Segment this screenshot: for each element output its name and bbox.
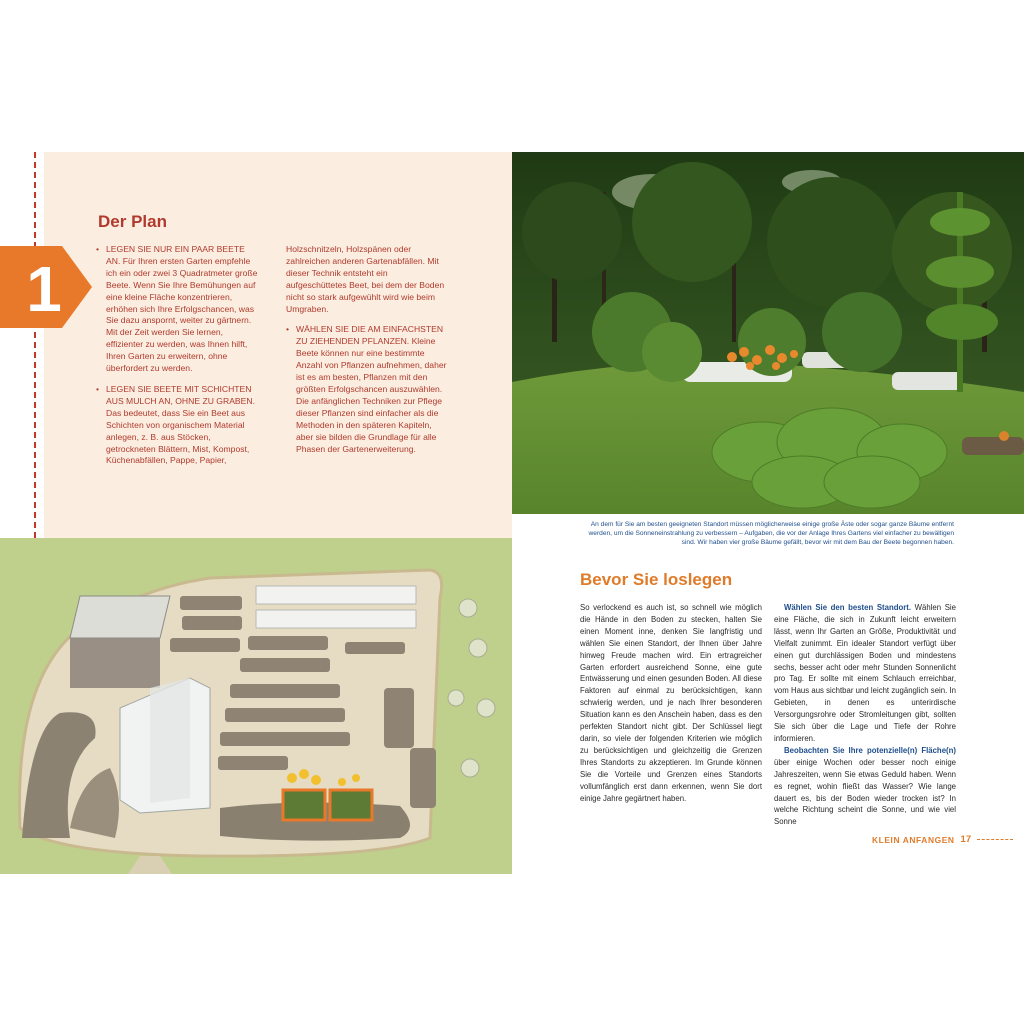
body-paragraph-2 [774,602,956,745]
plan-item-2 [96,384,258,467]
running-footer-label: KLEIN ANFANGEN [872,834,955,845]
footer-dashed-line [977,839,1013,840]
plan-title: Der Plan [98,212,167,231]
page-footer [872,834,1013,845]
highlight-best-location: Wählen Sie den besten Standort. [784,603,912,612]
plan-item-2-text: Das bedeutet, dass Sie ein Beet aus Schichten von organischem Material anlegen, z. B. aus Stöcken, getrockneten Blättern, Mist, Kompost, Küchenabfällen, Pappe, Papier, [106,407,250,466]
book-spread [0,152,1024,874]
plan-item-1-lead: LEGEN SIE NUR EIN PAAR BEETE AN. [106,244,245,266]
plan-item-2-lead: LEGEN SIE BEETE MIT SCHICHTEN AUS MULCH AN, OHNE ZU GRABEN. [106,383,255,406]
plan-item-1-text: Für Ihren ersten Garten empfehle ich ein oder zwei 3 Quadratmeter große Beete. Wenn Sie Ihre Bemühungen auf eine kleine Fläche konzentrieren, erhöhen sich Ihre Erfolgschancen, was Sie dazu anspornt, weiter zu gärtnern. Mit der Zeit werden Sie lernen, effizienter zu werden, was Ihnen hilft, Ihren Garten zu erweitern, ohne überfordert zu werden. [106,255,258,374]
plan-item-2-continued: Holzschnitzeln, Holzspänen oder zahlreichen anderen Gartenabfällen. Mit dieser Technik entsteht ein aufgeschüttetes Beet, bei dem der Boden nicht so stark aufgewühlt wird wie beim Umgraben. [286,244,445,314]
photo-caption: An dem für Sie am besten geeigneten Standort müssen möglicherweise einige große Äste oder sogar ganze Bäume entfernt werden, um die Sonneneinstrahlung zu verbessern – Aufgaben, die vor der Anlage Ihres Gartens viel einfacher zu bewältigen sind. Wir haben vier große Bäume gefällt, bevor wir mit dem Bau der Beete begonnen haben. [588,521,954,547]
plan-item-3 [286,324,448,455]
highlight-observe-area: Beobachten Sie Ihre potenzielle(n) Fläche(n) [784,745,956,755]
plan-column-1 [96,244,258,476]
plan-item-3-text: Kleine Beete können nur eine bestimmte Anzahl von Pflanzen aufnehmen, daher ist es am besten, Pflanzen mit den größten Erfolgschancen auszuwählen. Die anfänglichen Techniken zur Pflege dieser Pflanzen sind einfacher als die Methoden in den späteren Kapiteln, aber sie bilden die Grundlage für alle Phasen der Gartenerweiterung. [296,336,447,454]
dashed-margin-rule [34,152,36,538]
section-title: Bevor Sie loslegen [580,570,733,589]
chapter-number: 1 [26,253,62,325]
body-paragraph-3-text: über einige Wochen oder besser noch einige Jahreszeiten, wenn Sie etwas Geduld haben. Wenn es regnet, wohin fließt das Wasser? Wie lange dauert es, bis der Boden wieder trocken ist? In welche Richtung scheint die Sonne, und wie viel Sonne [774,757,956,827]
chapter-number-badge [0,246,96,328]
plan-item-1 [96,244,258,375]
body-column-1 [580,602,762,804]
page-number: 17 [960,834,972,845]
garden-plan-illustration [0,538,512,874]
body-paragraph-1: So verlockend es auch ist, so schnell wie möglich die Hände in den Boden zu stecken, halten Sie einen Moment inne, denken Sie langfristig und wählen Sie einen Standort, der Ihnen über Jahre hinweg Freude machen wird. Ein ertragreicher Garten erfordert ausreichend Sonne, eine gute Entwässerung und einen gesunden Boden. All diese Faktoren auf einmal zu berücksichtigen, kann schwierig werden, und je nach Ihrer besonderen Situation kann es den Anschein haben, dass es den perfekten Standort nicht gibt. Der Schlüssel liegt darin, so viele der folgenden Kriterien wie möglich zu berücksichtigen und gleichzeitig die Grenzen Ihres Standorts zu akzeptieren. Im Grunde können Sie die Vorteile und Grenzen eines Standorts vollumfänglich erst dann erkennen, wenn Sie dort einige Jahre gegärtnert haben. [580,603,762,803]
body-paragraph-2-text: Wählen Sie eine Fläche, die sich in Zukunft leicht erweitern lässt, wenn Ihr Garten an Größe, Produktivität und Vielfalt zunimmt. Ein idealer Standort verfügt über einen gut durchlässigen Boden und mindestens sechs, besser acht oder mehr Stunden Sonnenlicht pro Tag. Er sollte mit einem Schlauch erreichbar, vom Haus aus sichtbar und leicht zugänglich sein. In Gebieten, in denen es unterirdische Versorgungsrohre oder Stromleitungen gibt, sollten Sie sich über die Lage und Tiefe der Rohre informieren. [774,603,956,743]
body-column-2 [774,602,956,828]
plan-column-2 [286,244,448,464]
plan-item-3-lead: WÄHLEN SIE DIE AM EINFACHSTEN ZU ZIEHENDEN PFLANZEN. [296,324,444,347]
body-paragraph-3 [774,745,956,828]
garden-photo [512,152,1024,514]
